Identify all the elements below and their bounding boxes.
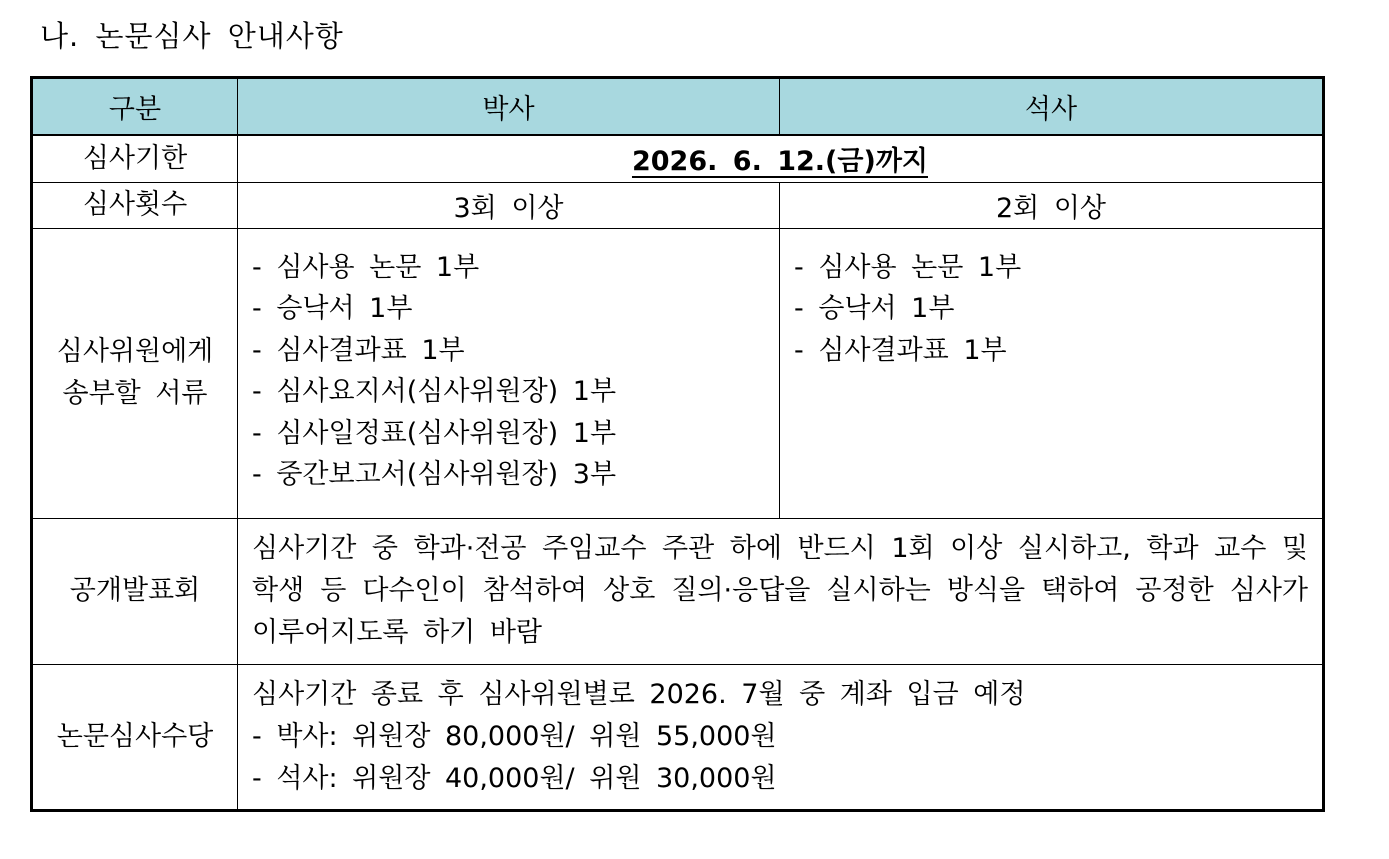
list-item: - 심사용 논문 1부: [794, 251, 1022, 283]
allowance-content: [238, 664, 1324, 810]
allowance-row: [32, 664, 1324, 810]
header-master: 석사: [780, 78, 1324, 136]
deadline-value: 2026. 6. 12.(금)까지: [631, 146, 928, 178]
public-presentation-text: 심사기간 중 학과·전공 주임교수 주관 하에 반드시 1회 이상 실시하고, 학과 교수 및 학생 등 다수인이 참석하여 상호 질의·응답을 실시하는 방식을 택하여 공정한 심사가 이루어지도록 하기 바람: [238, 518, 1324, 664]
allowance-line: 심사기간 종료 후 심사위원별로 2026. 7월 중 계좌 입금 예정: [252, 678, 1026, 710]
documents-doctor: [238, 228, 780, 518]
allowance-label: 논문심사수당: [32, 664, 238, 810]
header-row: [32, 78, 1324, 136]
allowance-line: - 박사: 위원장 80,000원/ 위원 55,000원: [252, 720, 777, 752]
list-item: - 심사결과표 1부: [794, 334, 1007, 366]
review-count-doctor: 3회 이상: [238, 182, 780, 228]
list-item: - 승낙서 1부: [252, 293, 413, 324]
thesis-review-table: [30, 76, 1325, 812]
documents-master: [780, 228, 1324, 518]
section-heading: 나. 논문심사 안내사항: [40, 19, 344, 53]
header-doctor: 박사: [238, 78, 780, 136]
list-item: - 승낙서 1부: [794, 293, 955, 324]
list-item: - 심사요지서(심사위원장) 1부: [252, 376, 617, 407]
header-category: 구분: [32, 78, 238, 136]
list-item: - 심사용 논문 1부: [252, 251, 480, 283]
review-count-row: [32, 182, 1324, 228]
review-count-master: 2회 이상: [780, 182, 1324, 228]
allowance-line: - 석사: 위원장 40,000원/ 위원 30,000원: [252, 762, 777, 794]
public-presentation-label: 공개발표회: [32, 518, 238, 664]
public-presentation-row: [32, 518, 1324, 664]
review-count-label: 심사횟수: [32, 182, 238, 228]
documents-label-line2: 송부할 서류: [62, 378, 208, 409]
documents-row: [32, 228, 1324, 518]
documents-label-line1: 심사위원에게: [56, 336, 214, 367]
list-item: - 중간보고서(심사위원장) 3부: [252, 459, 617, 490]
list-item: - 심사결과표 1부: [252, 334, 465, 366]
documents-label: [32, 228, 238, 518]
deadline-label: 심사기한: [32, 135, 238, 182]
list-item: - 심사일정표(심사위원장) 1부: [252, 417, 617, 449]
deadline-cell: [238, 135, 1324, 182]
deadline-row: [32, 135, 1324, 182]
